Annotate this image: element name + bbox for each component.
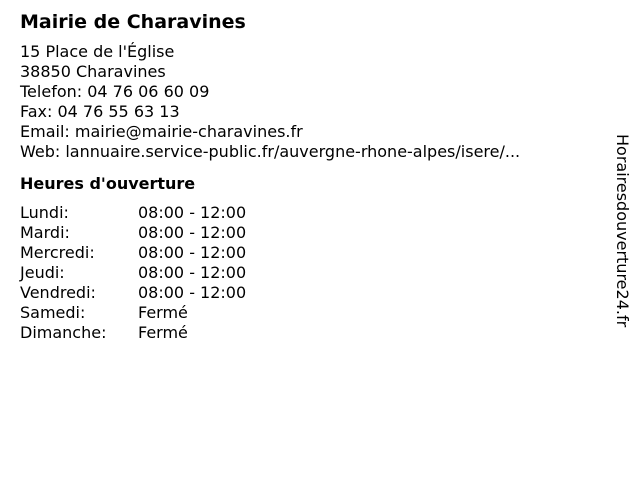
hours-heading: Heures d'ouverture — [20, 174, 196, 193]
fax-number: Fax: 04 76 55 63 13 — [20, 102, 180, 121]
hours-table — [20, 203, 600, 343]
day-label: Samedi: — [20, 303, 86, 322]
day-label: Lundi: — [20, 203, 69, 222]
hours-row-jeudi — [20, 263, 600, 283]
time-value: 08:00 - 12:00 — [138, 203, 247, 222]
page-title: Mairie de Charavines — [20, 11, 246, 33]
hours-row-vendredi — [20, 283, 600, 303]
time-value: 08:00 - 12:00 — [138, 263, 247, 282]
time-value: 08:00 - 12:00 — [138, 243, 247, 262]
day-label: Mardi: — [20, 223, 70, 242]
time-value: 08:00 - 12:00 — [138, 223, 247, 242]
day-label: Jeudi: — [20, 263, 65, 282]
day-label: Vendredi: — [20, 283, 96, 302]
email-address: Email: mairie@mairie-charavines.fr — [20, 122, 303, 141]
street-address: 15 Place de l'Église — [20, 42, 175, 61]
time-value: 08:00 - 12:00 — [138, 283, 247, 302]
business-card — [20, 10, 600, 343]
address-block — [20, 42, 600, 162]
hours-row-samedi — [20, 303, 600, 323]
time-value: Fermé — [138, 323, 188, 342]
hours-row-mercredi — [20, 243, 600, 263]
site-watermark: Horairesdouverture24.fr — [613, 134, 632, 328]
hours-row-lundi — [20, 203, 600, 223]
phone-number: Telefon: 04 76 06 60 09 — [20, 82, 210, 101]
day-label: Mercredi: — [20, 243, 95, 262]
day-label: Dimanche: — [20, 323, 107, 342]
hours-row-mardi — [20, 223, 600, 243]
website-link: Web: lannuaire.service-public.fr/auvergne-rhone-alpes/isere/... — [20, 142, 521, 161]
city-postal: 38850 Charavines — [20, 62, 166, 81]
hours-row-dimanche — [20, 323, 600, 343]
time-value: Fermé — [138, 303, 188, 322]
